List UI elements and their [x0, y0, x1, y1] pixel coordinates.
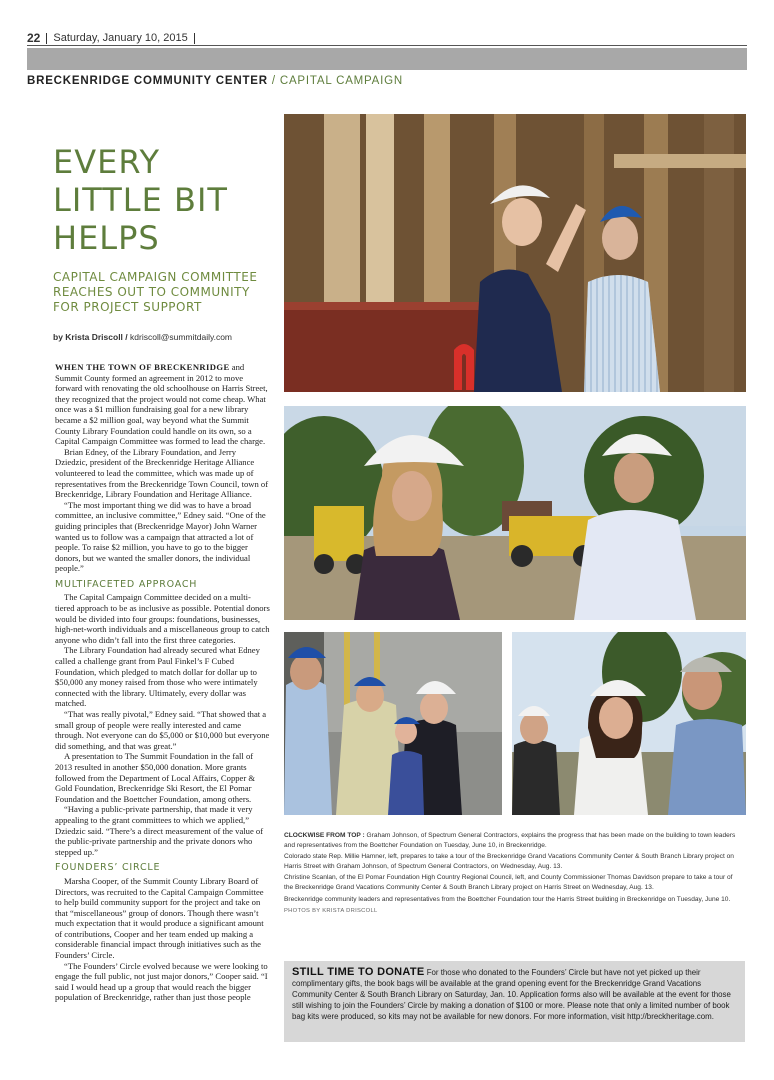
article-paragraph: Brian Edney, of the Library Foundation, and Jerry Dziedzic, president of the Breckenridge Heritage Alliance volunteered to lead the committee, which was made up of representatives from the Breckenridge Town Council, town of Breckenridge, Library Foundation and Heritage Alliance.	[55, 446, 269, 500]
header-band	[27, 48, 747, 70]
subhead-multifaceted: MULTIFACETED APPROACH	[55, 578, 198, 590]
folio-divider	[46, 33, 47, 44]
donate-sidebar	[284, 961, 745, 1042]
headline	[53, 143, 273, 257]
folio-rule	[27, 45, 747, 46]
byline	[53, 332, 278, 342]
byline-author: by Krista Driscoll /	[53, 332, 128, 342]
lead-runin: WHEN THE TOWN OF BRECKENRIDGE	[55, 362, 230, 372]
photo-scanlan-davidson	[512, 632, 746, 815]
article-paragraph: “Having a public-private partnership, that made it very appealing to the grant committees to which we applied,” Dziedzic said. “There’s a direct measurement of the value of the public-private partnership and the private donors who stepped up.”	[55, 804, 264, 857]
headline-line: HELPS	[53, 219, 160, 257]
article-paragraph: “That was really pivotal,” Edney said. “That showed that a small group of people were really interested and came through. Not everyone can do $5,000 or $10,000 but everyone did something, and that was great.”	[55, 709, 270, 751]
photo-site-tour-hamner	[284, 406, 746, 620]
caption: Colorado state Rep. Millie Hamner, left, prepares to take a tour of the Breckenridge Grand Vacations Community Center & South Branch Library project on Harris Street with Graham Johnson, of Spectrum General Contractors, on Wednesday, Aug. 13.	[284, 853, 734, 870]
article-paragraph: “The most important thing we did was to have a broad committee, an inclusive committee,” Edney said. “One of the guiding principles that (Breckenridge Mayor) John Warner wanted us to follow was a campaign that attracted a lot of people. To raise $2 million, you have to go to the bigger donors, but we wanted the smaller donors, the individual people.”	[55, 499, 266, 574]
caption: Breckenridge community leaders and representatives from the Boettcher Foundation tour the Harris Street building in Breckenridge on Tuesday, June 10.	[284, 895, 731, 903]
photo-construction-tour	[284, 114, 746, 392]
section-subtitle: / CAPITAL CAMPAIGN	[271, 75, 403, 87]
caption-text: Graham Johnson, of Spectrum General Contractors, explains the progress that has been made on the building to town leaders and representatives from the Boettcher Foundation on Tuesday, June 10, in Breckenridge.	[284, 832, 736, 849]
photo-credit: PHOTOS BY KRISTA DRISCOLL	[284, 908, 378, 915]
sidebar-heading: STILL TIME TO DONATE	[292, 966, 425, 978]
deck-line: REACHES OUT TO COMMUNITY	[53, 285, 250, 299]
folio-divider	[194, 33, 195, 44]
article-paragraph: Marsha Cooper, of the Summit County Library Board of Directors, was recruited to the Capital Campaign Committee to help build community support for the project and take on that “miscellaneous” group of donors. Though there wasn’t much expectation that it would produce a significant amount of contributions, Cooper and her team ended up making a considerable financial impact through initiatives such as the Founders’ Circle.	[55, 875, 264, 961]
sidebar-text: For those who donated to the Founders’ Circle but have not yet picked up their complimentary gifts, the book bags will be available at the grand opening event for the Breckenridge Grand Vacations Community Center & South Branch Library on Saturday, Jan. 10. Application forms also will be available at the event for those still wishing to join the Founders’ Circle by making a donation of $100 or more. Please note that only a limited number of book bag kits were produced, so kits may not be available for new donors. For more information, visit http://breckheritage.com.	[292, 968, 731, 1021]
photo-boettcher-tour	[284, 632, 502, 815]
article-paragraph: A presentation to The Summit Foundation in the fall of 2013 resulted in another $50,000 donation. More grants followed from the Department of Local Affairs, Copper & Gold Foundation, Breckenridge Ski Resort, the El Pomar Foundation and the Boettcher Foundation, among others.	[55, 751, 256, 804]
section-title: BRECKENRIDGE COMMUNITY CENTER	[27, 75, 268, 87]
article-paragraph: “The Founders’ Circle evolved because we were looking to engage the full public, not just major donors,” Cooper said. “I said I would head up a group that would reach the bigger population of Breckenridge, rather than just those people	[55, 960, 268, 1003]
deck-line: CAPITAL CAMPAIGN COMMITTEE	[53, 270, 258, 284]
page-number: 22	[27, 31, 41, 45]
deck	[53, 270, 278, 315]
article-paragraph: The Capital Campaign Committee decided on a multi-tiered approach to be as inclusive as possible. Potential donors would be divided into four groups: foundations, businesses, high-net-worth individuals and a miscellaneous group to catch anyone who didn’t fall into the first three categories.	[55, 592, 270, 645]
lead-text: and Summit County formed an agreement in 2012 to move forward with renovating the old schoolhouse on Harris Street, they recognized that the project would not come cheap. What once was a $1 million fundraising goal for a new library became a $2 million goal, way beyond what the Summit County Library Foundation could handle on its own, so a Capital Campaign Committee was formed to lead the charge.	[55, 362, 268, 447]
issue-date: Saturday, January 10, 2015	[53, 32, 188, 44]
headline-line: LITTLE BIT	[53, 181, 228, 219]
folio-line	[27, 31, 747, 45]
subhead-founders-circle: FOUNDERS’ CIRCLE	[55, 862, 161, 874]
caption: Christine Scanlan, of the El Pomar Foundation High Country Regional Council, left, and County Commissioner Thomas Davidson prepare to take a tour of the Breckenridge Grand Vacations Community Center & South Branch Library project on Harris Street on Wednesday, Aug. 13.	[284, 874, 733, 891]
deck-line: FOR PROJECT SUPPORT	[53, 300, 202, 314]
headline-line: EVERY	[53, 143, 161, 181]
photo-captions	[284, 831, 739, 919]
caption	[284, 831, 739, 850]
byline-email: kdriscoll@summitdaily.com	[130, 332, 233, 342]
article-body	[55, 362, 270, 1003]
article-paragraph	[55, 362, 270, 447]
caption-label: CLOCKWISE FROM TOP :	[284, 832, 365, 839]
section-header	[27, 75, 747, 87]
article-paragraph: The Library Foundation had already secured what Edney called a challenge grant from Paul Finkel’s F Cubed Foundation, which pledged to match dollar for dollar up to $50,000 any money raised from those who were intimately connected with the library. Ultimately, every dollar was matched.	[55, 645, 260, 709]
